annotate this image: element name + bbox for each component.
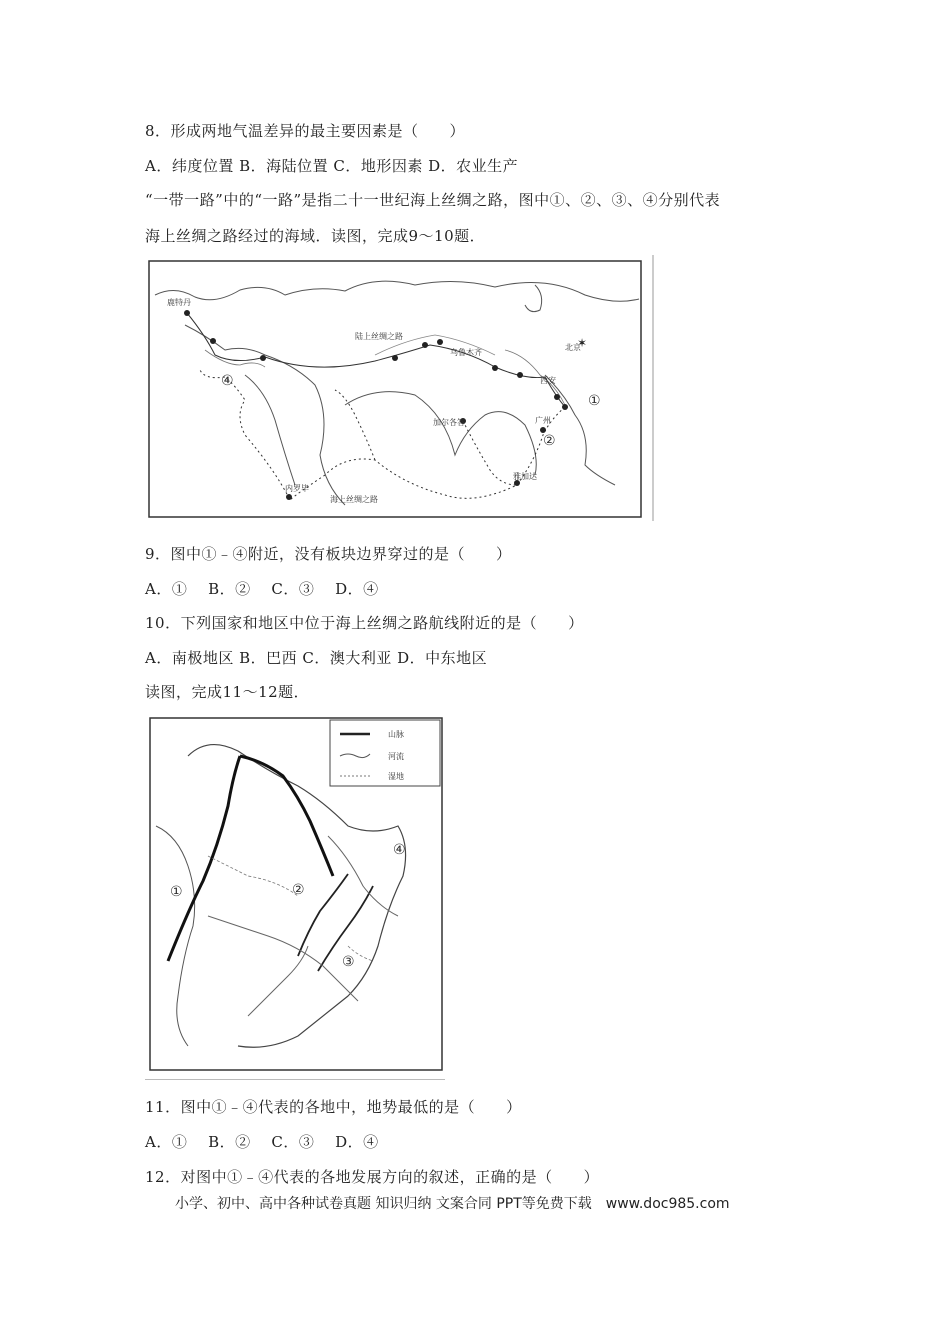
map2-legend-wetland: 湿地 <box>388 772 404 781</box>
divider <box>145 1079 445 1080</box>
map1-label-land-route: 陆上丝绸之路 <box>355 332 403 341</box>
map1-marker-2: ② <box>543 433 556 449</box>
q10-stem: 10．下列国家和地区中位于海上丝绸之路航线附近的是（ ） <box>145 614 584 632</box>
map1-label-guangzhou: 广州 <box>535 416 551 425</box>
map1-label-urumqi: 乌鲁木齐 <box>450 348 482 357</box>
map1-label-jakarta: 雅加达 <box>513 472 537 481</box>
map2-legend-mountain: 山脉 <box>388 730 404 739</box>
q11-stem: 11．图中①﹣④代表的各地中，地势最低的是（ ） <box>145 1098 522 1116</box>
intro1-line1: “一带一路”中的“一路”是指二十一世纪海上丝绸之路，图中①、②、③、④分别代表 <box>145 191 721 209</box>
map1-label-beijing: 北京 <box>565 343 581 352</box>
svg-text:✶: ✶ <box>577 336 588 350</box>
map2-marker-3: ③ <box>342 954 355 970</box>
q8-stem: 8．形成两地气温差异的最主要因素是（ ） <box>145 122 466 140</box>
q11-options: A．① B．② C．③ D．④ <box>145 1133 379 1151</box>
intro2: 读图，完成11～12题． <box>145 683 310 701</box>
northeast-map <box>148 716 448 1076</box>
map1-label-kolkata: 加尔各答 <box>433 418 465 427</box>
map1-label-nairobi: 内罗毕 <box>285 484 309 493</box>
map1-label-xian: 西安 <box>540 376 556 385</box>
map1-label-rotterdam: 鹿特丹 <box>167 298 191 307</box>
intro1-line2: 海上丝绸之路经过的海域．读图，完成9～10题． <box>145 227 486 245</box>
q8-options: A．纬度位置 B．海陆位置 C．地形因素 D．农业生产 <box>145 157 519 175</box>
q9-options: A．① B．② C．③ D．④ <box>145 580 379 598</box>
silk-road-map <box>145 255 657 523</box>
map2-legend-river: 河流 <box>388 752 404 761</box>
map2-marker-2: ② <box>292 882 305 898</box>
map2-marker-4: ④ <box>393 842 406 858</box>
map2-marker-1: ① <box>170 884 183 900</box>
q10-options: A．南极地区 B．巴西 C．澳大利亚 D．中东地区 <box>145 649 488 667</box>
footer-ad: 小学、初中、高中各种试卷真题 知识归纳 文案合同 PPT等免费下载 www.doc985.com <box>175 1196 730 1212</box>
map1-marker-4: ④ <box>221 373 234 389</box>
q12-stem: 12．对图中①﹣④代表的各地发展方向的叙述，正确的是（ ） <box>145 1168 600 1186</box>
q9-stem: 9．图中①﹣④附近，没有板块边界穿过的是（ ） <box>145 545 512 563</box>
map1-marker-1: ① <box>588 393 601 409</box>
map1-label-sea-route: 海上丝绸之路 <box>330 495 378 504</box>
map2-legend <box>330 720 440 786</box>
